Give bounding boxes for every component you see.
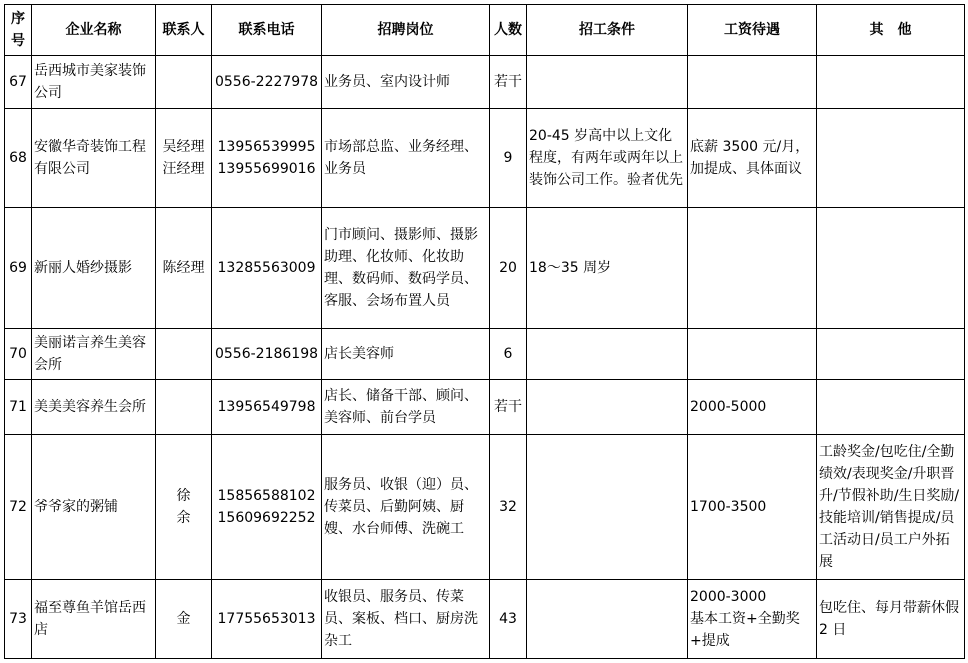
phone-cell — [212, 380, 322, 435]
recruitment-table — [4, 4, 965, 659]
phone-number: 15856588102 — [217, 488, 316, 504]
contact-name: 徐 — [176, 488, 191, 504]
phone-number: 0556-2227978 — [214, 74, 319, 90]
requirements-cell: 18～35 周岁 — [527, 208, 688, 329]
company-name: 岳西城市美家装饰公司 — [32, 56, 156, 109]
contact-person — [156, 208, 212, 329]
company-name: 福至尊鱼羊馆岳西店 — [32, 580, 156, 659]
count-cell: 若干 — [490, 56, 527, 109]
other-cell — [817, 208, 965, 329]
header-contact: 联系人 — [156, 5, 212, 56]
phone-number: 13956549798 — [217, 399, 316, 415]
contact-person — [156, 109, 212, 208]
requirements-cell — [527, 580, 688, 659]
phone-number: 13955699016 — [217, 161, 316, 177]
contact-person — [156, 435, 212, 580]
salary-cell: 1700-3500 — [688, 435, 817, 580]
requirements-cell — [527, 380, 688, 435]
header-index: 序号 — [5, 5, 32, 56]
contact-name: 汪经理 — [162, 161, 205, 177]
phone-number: 17755653013 — [217, 611, 316, 627]
requirements-cell — [527, 435, 688, 580]
position-cell: 服务员、收银（迎）员、传菜员、后勤阿姨、厨嫂、水台师傅、洗碗工 — [322, 435, 490, 580]
header-position: 招聘岗位 — [322, 5, 490, 56]
phone-cell — [212, 580, 322, 659]
company-name: 新丽人婚纱摄影 — [32, 208, 156, 329]
table-row — [5, 208, 965, 329]
position-cell: 业务员、室内设计师 — [322, 56, 490, 109]
count-cell: 20 — [490, 208, 527, 329]
header-other: 其 他 — [817, 5, 965, 56]
table-row — [5, 435, 965, 580]
header-phone: 联系电话 — [212, 5, 322, 56]
other-cell — [817, 329, 965, 380]
count-cell: 6 — [490, 329, 527, 380]
other-cell — [817, 56, 965, 109]
salary-cell — [688, 329, 817, 380]
requirements-cell: 20-45 岁高中以上文化程度，有两年或两年以上装饰公司工作。验者优先 — [527, 109, 688, 208]
salary-cell: 2000-5000 — [688, 380, 817, 435]
position-cell: 市场部总监、业务经理、业务员 — [322, 109, 490, 208]
salary-detail: 基本工资+全勤奖+提成 — [690, 611, 800, 649]
contact-name: 金 — [176, 611, 191, 627]
phone-number: 15609692252 — [217, 510, 316, 526]
row-index: 69 — [5, 208, 32, 329]
header-requirements: 招工条件 — [527, 5, 688, 56]
header-row — [5, 5, 965, 56]
salary-cell — [688, 580, 817, 659]
phone-cell — [212, 435, 322, 580]
salary-range: 2000-3000 — [690, 589, 767, 605]
row-index: 67 — [5, 56, 32, 109]
other-cell: 工龄奖金/包吃住/全勤绩效/表现奖金/升职晋升/节假补助/生日奖励/技能培训/销售提成/员工活动日/员工户外拓展 — [817, 435, 965, 580]
other-cell — [817, 380, 965, 435]
table-row — [5, 580, 965, 659]
position-cell: 收银员、服务员、传菜员、案板、档口、厨房洗杂工 — [322, 580, 490, 659]
phone-cell — [212, 56, 322, 109]
contact-person — [156, 580, 212, 659]
requirements-cell — [527, 329, 688, 380]
phone-number: 13956539995 — [217, 139, 316, 155]
company-name: 爷爷家的粥铺 — [32, 435, 156, 580]
contact-person — [156, 56, 212, 109]
row-index: 73 — [5, 580, 32, 659]
phone-number: 0556-2186198 — [214, 346, 319, 362]
contact-person — [156, 380, 212, 435]
contact-name: 吴经理 — [162, 139, 205, 155]
salary-cell: 底薪 3500 元/月，加提成、具体面议 — [688, 109, 817, 208]
contact-name: 陈经理 — [162, 260, 205, 276]
row-index: 68 — [5, 109, 32, 208]
position-cell: 门市顾问、摄影师、摄影助理、化妆师、化妆助理、数码师、数码学员、客服、会场布置人员 — [322, 208, 490, 329]
contact-name: 余 — [176, 510, 191, 526]
other-cell — [817, 109, 965, 208]
contact-person — [156, 329, 212, 380]
phone-number: 13285563009 — [217, 260, 316, 276]
requirements-cell — [527, 56, 688, 109]
recruitment-sheet — [4, 4, 965, 659]
table-row — [5, 56, 965, 109]
salary-cell — [688, 56, 817, 109]
salary-cell — [688, 208, 817, 329]
phone-cell — [212, 329, 322, 380]
row-index: 72 — [5, 435, 32, 580]
count-cell: 若干 — [490, 380, 527, 435]
header-company: 企业名称 — [32, 5, 156, 56]
row-index: 70 — [5, 329, 32, 380]
company-name: 美丽诺言养生美容会所 — [32, 329, 156, 380]
table-row — [5, 109, 965, 208]
position-cell: 店长美容师 — [322, 329, 490, 380]
count-cell: 32 — [490, 435, 527, 580]
table-row — [5, 380, 965, 435]
count-cell: 43 — [490, 580, 527, 659]
header-salary: 工资待遇 — [688, 5, 817, 56]
phone-cell — [212, 109, 322, 208]
position-cell: 店长、储备干部、顾问、美容师、前台学员 — [322, 380, 490, 435]
count-cell: 9 — [490, 109, 527, 208]
table-row — [5, 329, 965, 380]
row-index: 71 — [5, 380, 32, 435]
header-count: 人数 — [490, 5, 527, 56]
phone-cell — [212, 208, 322, 329]
company-name: 安徽华奇装饰工程有限公司 — [32, 109, 156, 208]
company-name: 美美美容养生会所 — [32, 380, 156, 435]
other-cell: 包吃住、每月带薪休假 2 日 — [817, 580, 965, 659]
